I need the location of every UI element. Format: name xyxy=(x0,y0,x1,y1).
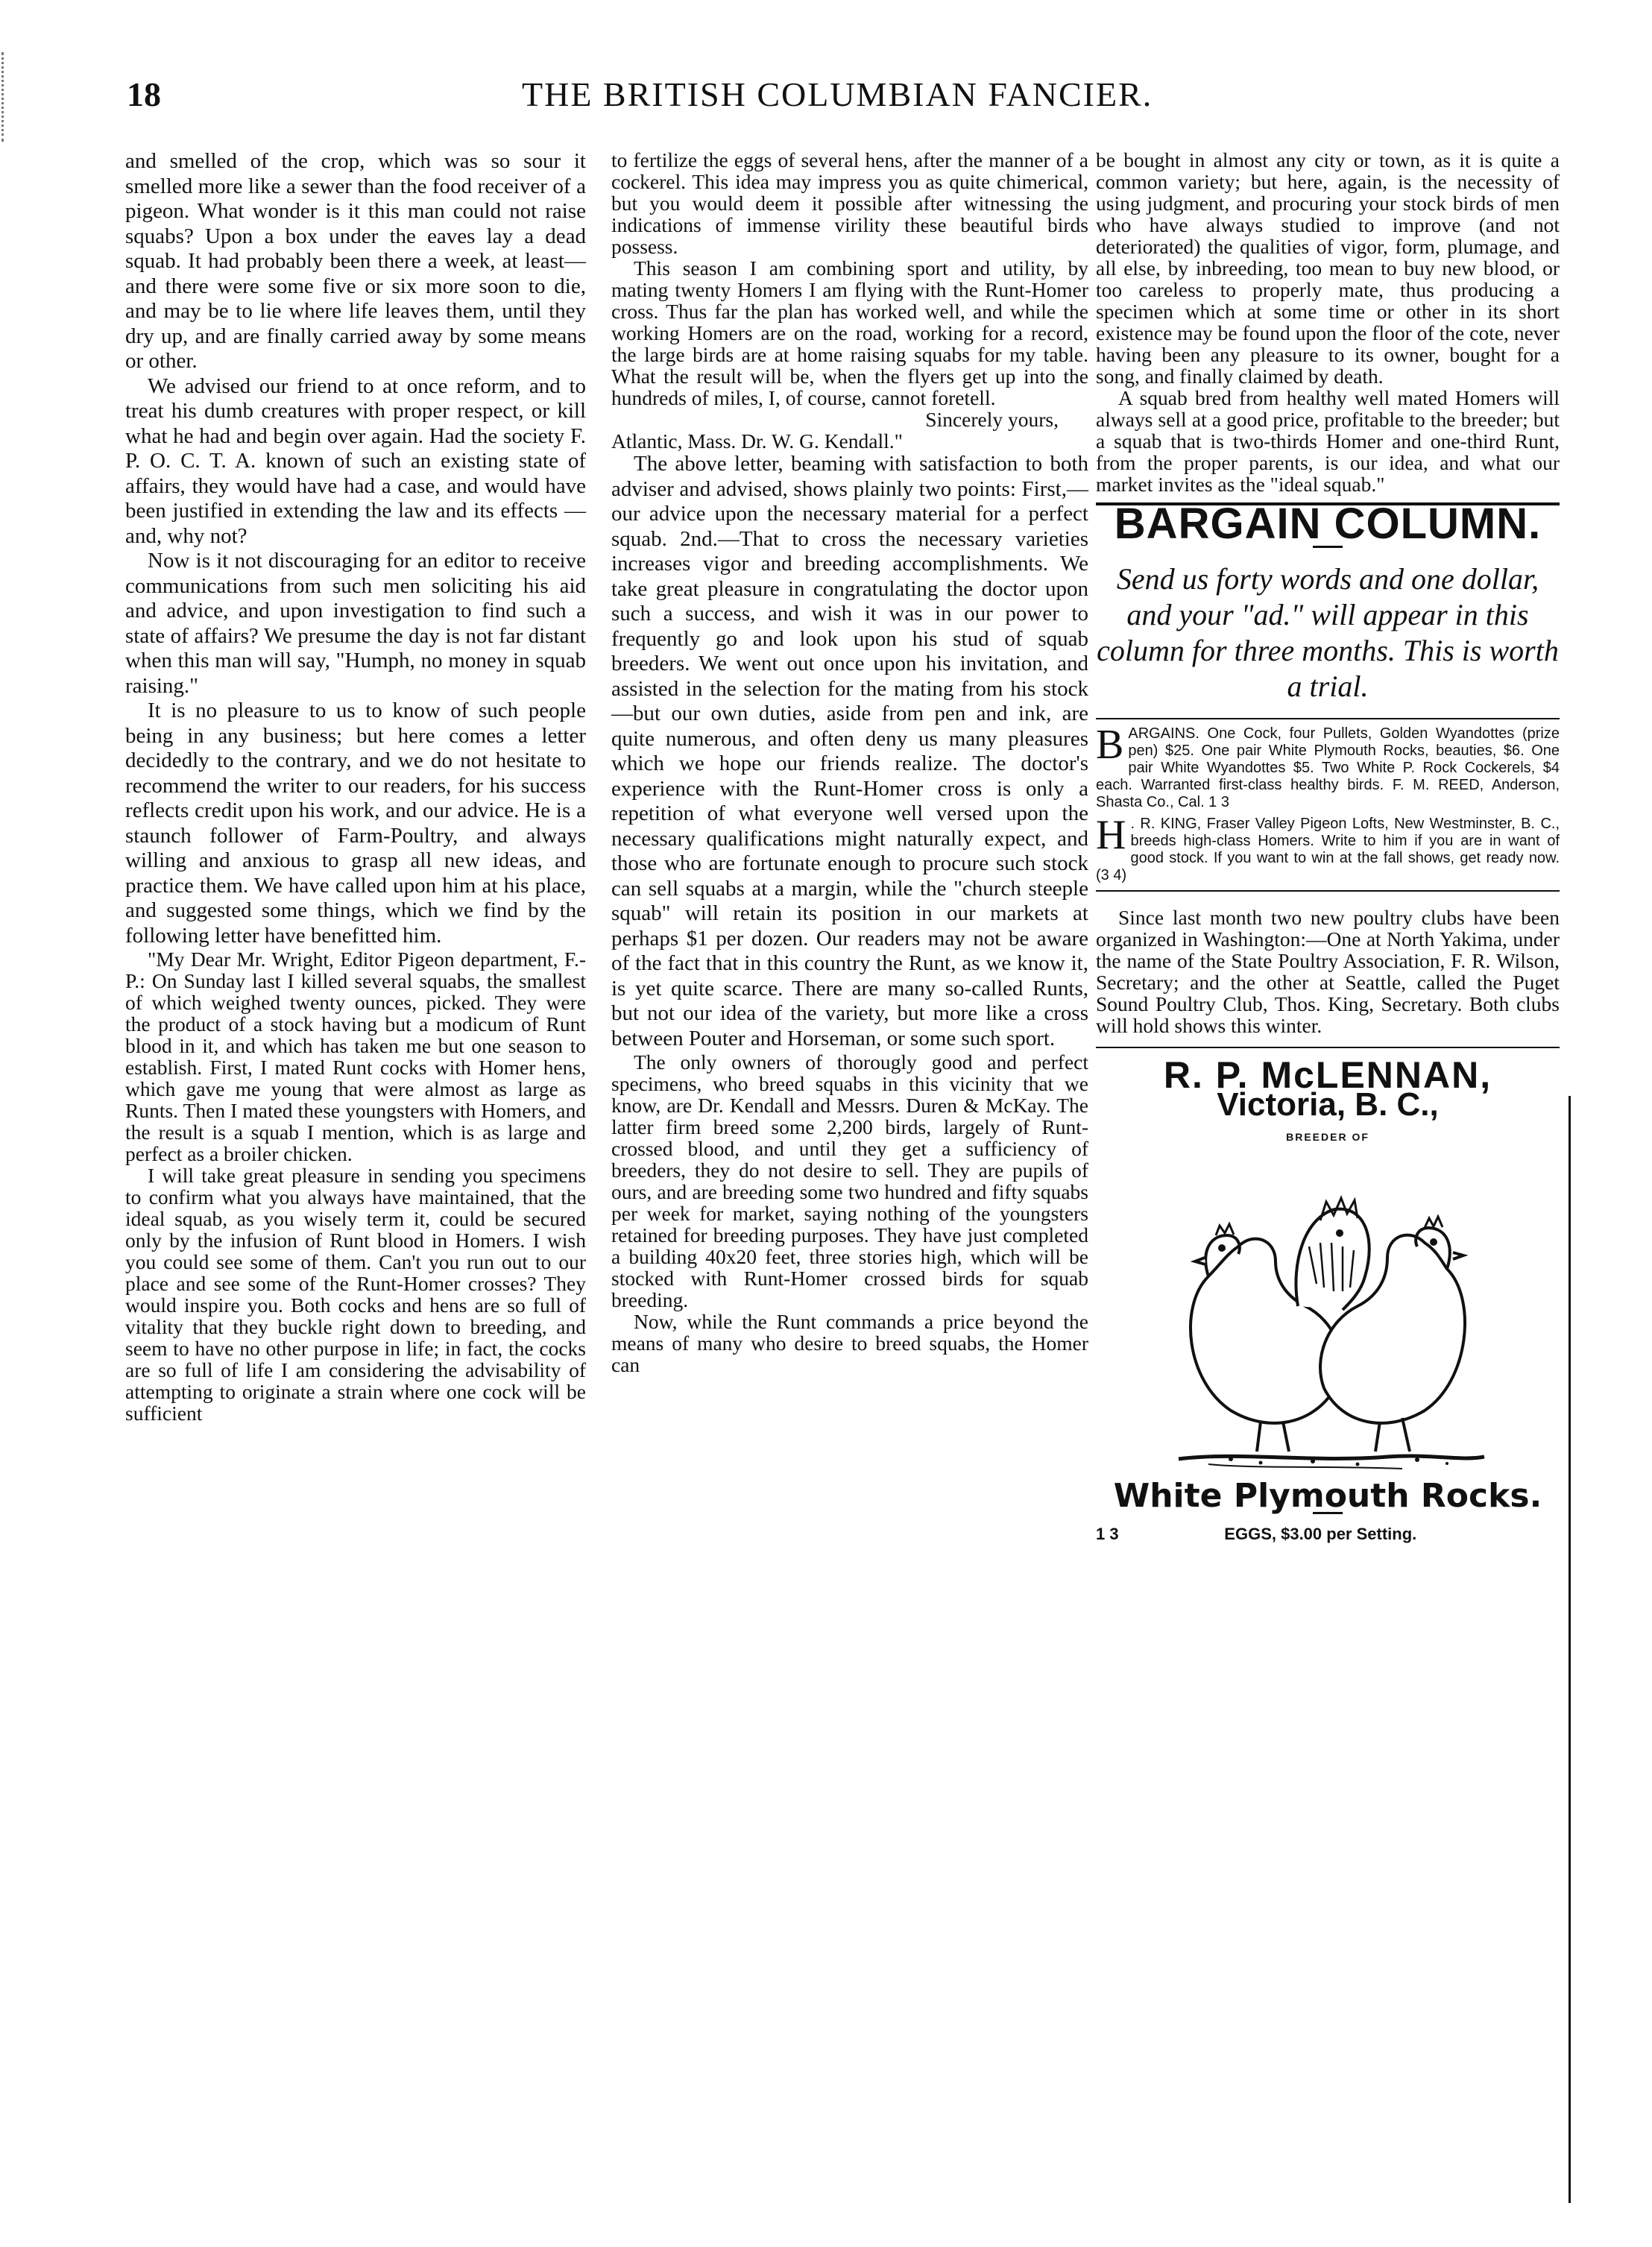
letter-signature: Atlantic, Mass. Dr. W. G. Kendall." xyxy=(611,429,903,453)
classified-ad-king xyxy=(1096,811,1560,884)
breeder-of-label: BREEDER OF xyxy=(1286,1130,1369,1143)
paragraph: Now is it not discouraging for an editor to receive communications from such men soliciting his aid and advice, and upon investigation to find such a state of affairs? We presume the day is not far distant when this man will say, "Humph, no money in squab raising." xyxy=(125,549,586,698)
page-number: 18 xyxy=(127,75,161,113)
article-column-2 xyxy=(611,149,1088,1375)
paragraph: The above letter, beaming with satisfaction to both adviser and advised, shows plainly two points: First,—our advice upon the necessary material for a perfect squab. 2nd.—That to cross the necessary varieties increases vigor and breeding accomplishments. We take great pleasure in congratulating the doctor upon such a success, and wish it was in our power to frequently go and look upon his stud of squab breeders. We went out once upon his invitation, and assisted in the selection for the mating from his stock—but our own duties, aside from pen and ink, are quite numerous, and often deny us many pleasures which we hope our friends realize. The doctor's experience with the Runt-Homer cross is only a repetition of what everyone well versed upon the necessary qualifications might naturally expect, and those who are fortunate enough to procure such stock can sell squabs at a margin, while the "church steeple squab" will retain its position in our markets at perhaps $1 per dozen. Our readers may not be aware of the fact that in this country the Runt, as we know it, is yet quite scarce. There are many so-called Runts, but not our idea of the variety, but more like a cross between Pouter and Horseman, or some such sport. xyxy=(611,452,1088,1050)
bargain-column-heading: BARGAIN COLUMN. xyxy=(1114,499,1542,548)
drop-initial: B xyxy=(1096,721,1124,768)
chickens-illustration xyxy=(1164,1165,1492,1478)
letter-paragraph: This season I am combining sport and utility, by mating twenty Homers I am flying with the Runt-Homer cross. Thus far the plan has worked well, and while the working Homers are on the road, working for a record, the large birds are at home raising squabs for my table. What the result will be, when the flyers get up into the hundreds of miles, I, of course, cannot foretell. xyxy=(611,256,1088,409)
letter-paragraph: "My Dear Mr. Wright, Editor Pigeon department, F.-P.: On Sunday last I killed several squabs, the smallest of which weighed twenty ounces, picked. They were the product of a stock having but a modicum of Runt blood in it, and which has taken me but one season to establish. First, I mated Runt cocks with Homer hens, which gave me young that were almost as large as Runts. Then I mated these youngsters with Homers, and the result is a squab I mention, which is as large and perfect as a broiler chicken. xyxy=(125,948,586,1165)
thin-rule xyxy=(1096,718,1560,719)
column-border-rule xyxy=(1569,1096,1571,2203)
paragraph: It is no pleasure to us to know of such people being in any business; but here comes a letter decidedly to the contrary, and we do not hesitate to recommend the writer to our readers, for his success reflects credit upon his work, and our advice. He is a staunch follower of Farm-Poultry, and always willing and anxious to grasp all new ideas, and practice them. We have called upon him at his place, and suggested some things, which we find by the following letter have benefitted him. xyxy=(125,699,586,948)
eggs-price-row xyxy=(1096,1514,1560,1547)
page-edge-mark xyxy=(1,52,7,142)
paragraph: We advised our friend to at once reform, and to treat his dumb creatures with proper respect, or kill what he had and begin over again. Had the society F. P. O. C. T. A. known of such an existing state of affairs, they would have had a case, and would have been justified in extending the law and its effects —and, why not? xyxy=(125,374,586,548)
paragraph: and smelled of the crop, which was so sour it smelled more like a sewer than the food receiver of a pigeon. What wonder is it this man could not raise squabs? Upon a box under the eaves lay a dead squab. It had probably been there a week, at least—and there were some five or six more soon to die, and may be to lie where life leaves them, until they dry up, and are finally carried away by some means or other. xyxy=(125,149,586,373)
paragraph: A squab bred from healthy well mated Homers will always sell at a good price, profitable to the breeder; but a squab that is two-thirds Homer and one-third Runt, from the proper parents, is our idea, and what our market invites as the "ideal squab." xyxy=(1096,386,1560,496)
classified-ad-bargains xyxy=(1096,721,1560,811)
eggs-price: EGGS, $3.00 per Setting. xyxy=(1224,1524,1417,1543)
letter-paragraph: to fertilize the eggs of several hens, after the manner of a cockerel. This idea may impress you as quite chimerical, but you would deem it possible after witnessing the indications of immense virility these beautiful birds possess. xyxy=(611,148,1088,258)
thin-rule xyxy=(1096,890,1560,892)
paragraph: be bought in almost any city or town, as it is quite a common variety; but here, again, is the necessity of using judgment, and procuring your stock birds of men who have always studied to improve (and not deteriorated) the qualities of vigor, form, plumage, and all else, by inbreeding, too mean to buy new blood, or too careless to properly mate, thus producing a specimen which at some time or other in its short existence may be found upon the floor of the cote, never having been any pleasure to its owner, bought for a song, and finally claimed by death. xyxy=(1096,148,1560,388)
bargain-offer-text: Send us forty words and one dollar, and your "ad." will appear in this column for three months. This is worth a trial. xyxy=(1097,561,1559,703)
letter-paragraph: I will take great pleasure in sending you specimens to confirm what you always have maintained, that the ideal squab, as you wisely term it, could be secured only by the infusion of Runt blood in Homers. I wish you could see some of them. Can't you run out to our place and see some of the Runt-Homer crosses? They would inspire you. Both cocks and hens are so full of vitality that they buckle right down to breeding, and seem to have no other purpose in life; in fact, the cocks are so full of life I am considering the advisability of attempting to originate a strain where one cock will be sufficient xyxy=(125,1164,586,1425)
product-name: White Plymouth Rocks. xyxy=(1113,1477,1542,1515)
ad-code: 1 3 xyxy=(1096,1524,1119,1543)
classified-ad-text: ARGAINS. One Cock, four Pullets, Golden Wyandottes (prize pen) $25. One pair White Plymouth Rocks, beauties, $6. One pair White Wyandottes $5. Two White P. Rock Cockerels, $4 each. Warranted first-class healthy birds. F. M. REED, Anderson, Shasta Co., Cal. 1 3 xyxy=(1096,725,1560,810)
drop-initial: H xyxy=(1096,811,1126,858)
letter-closing: Sincerely yours, xyxy=(925,408,1059,431)
advertiser-location: Victoria, B. C., xyxy=(1217,1086,1439,1123)
paragraph: The only owners of thorougly good and perfect specimens, who breed squabs in this vicinity that we know, are Dr. Kendall and Messrs. Duren & McKay. The latter firm breed some 2,200 birds, largely of Runt-crossed blood, and until they get a sufficiency of breeders, they do not desire to sell. They are pupils of ours, and are breeding some two hundred and fifty squabs per week for market, saying nothing of the youngsters retained for breeding purposes. They have just completed a building 40x20 feet, three stories high, which will be stocked with Runt-Homer crossed birds for squab breeding. xyxy=(611,1050,1088,1311)
running-title: THE BRITISH COLUMBIAN FANCIER. xyxy=(522,75,1153,113)
classified-ad-text: . R. KING, Fraser Valley Pigeon Lofts, New Westminster, B. C., breeds high-class Homers. Write to him if you are in want of good stock. If you want to win at the fall shows, get ready now. (3 4) xyxy=(1096,815,1560,883)
article-column-3 xyxy=(1096,149,1560,1546)
news-item-poultry-clubs: Since last month two new poultry clubs have been organized in Washington:—One at North Yakima, under the name of the State Poultry Association, F. R. Wilson, Secretary; and the other at Seattle, called the Puget Sound Poultry Club, Thos. King, Secretary. Both clubs will hold shows this winter. xyxy=(1096,905,1560,1037)
article-column-1 xyxy=(125,149,586,1424)
paragraph: Now, while the Runt commands a price beyond the means of many who desire to breed squabs, the Homer can xyxy=(611,1310,1088,1376)
thin-rule xyxy=(1096,1047,1560,1048)
advertiser-name: R. P. McLENNAN, xyxy=(1163,1053,1492,1096)
mclennan-advertisement xyxy=(1096,1053,1560,1547)
